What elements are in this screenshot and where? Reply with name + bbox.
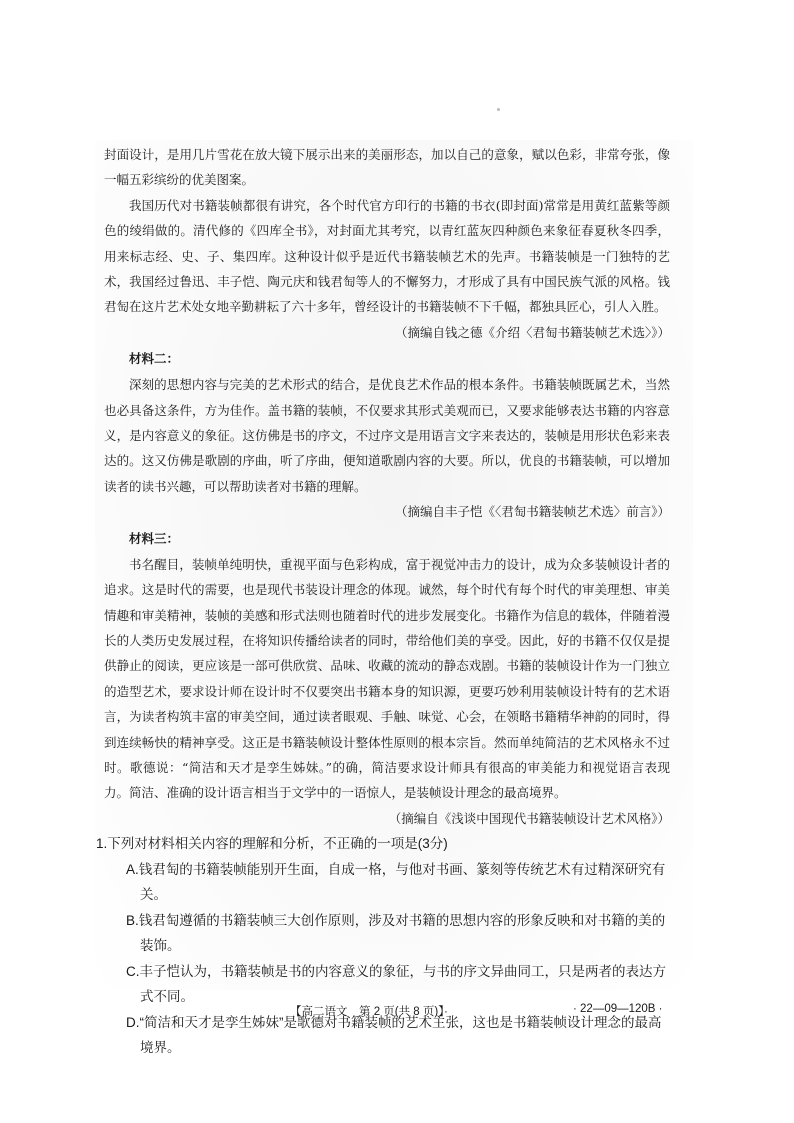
paragraph-history: 我国历代对书籍装帧都很有讲究，各个时代官方印行的书籍的书衣(即封面)常常是用黄红蓝紫等颜色的绫绢做的。清代修的《四库全书》，对封面尤其考究，以青红蓝灰四种颜色来象征春夏秋冬四季，用来标志经、史、子、集四库。这种设计似乎是近代书籍装帧艺术的先声。书籍装帧是一门独特的艺术，我国经过鲁迅、丰子恺、陶元庆和钱君匋等人的不懈努力，才形成了具有中国民族气派的风格。钱君匋在这片艺术处女地辛勤耕耘了六十多年，曾经设计的书籍装帧不下千幅，都独具匠心，引人入胜。 <box>104 197 670 315</box>
option-b[interactable]: B.钱君匋遵循的书籍装帧三大创作原则，涉及对书籍的思想内容的形象反映和对书籍的美的装饰。 <box>126 912 666 954</box>
option-d[interactable]: D.“简洁和天才是孪生姊妹”是歌德对书籍装帧的艺术主张，这也是书籍装帧设计理念的最高境界。 <box>126 1014 662 1056</box>
paragraph-material-2: 深刻的思想内容与完美的艺术形式的结合，是优良艺术作品的根本条件。书籍装帧既属艺术，当然也必具备这条件，方为佳作。盖书籍的装帧，不仅要求其形式美观而已，又要求能够表达书籍的内容意义，是内容意义的象征。这仿佛是书的序文，不过序文是用语言文字来表达的，装帧是用形状色彩来表达的。这又仿佛是歌剧的序曲，听了序曲，便知道歌剧内容的大要。所以，优良的书籍装帧，可以增加读者的读书兴趣，可以帮助读者对书籍的理解。 <box>104 377 670 494</box>
source-material-1: （摘编自钱之德《介绍〈君匋书籍装帧艺术选〉》） <box>394 324 670 340</box>
source-material-2: （摘编自丰子恺《〈君匋书籍装帧艺术选〉前言》） <box>394 504 670 520</box>
option-a[interactable]: A.钱君匋的书籍装帧能别开生面，自成一格，与他对书画、篆刻等传统艺术有过精深研究有关。 <box>126 861 666 903</box>
paragraph-material-3: 书名醒目，装帧单纯明快，重视平面与色彩构成，富于视觉冲击力的设计，成为众多装帧设计者的追求。这是时代的需要，也是现代书装设计理念的体现。诚然，每个时代有每个时代的审美理想、审美情趣和审美精神，装帧的美感和形式法则也随着时代的进步发展变化。书籍作为信息的载体，伴随着漫长的人类历史发展过程，在将知识传播给读者的同时，带给他们美的享受。因此，好的书籍不仅仅是提供静止的阅读，更应该是一部可供欣赏、品味、收藏的流动的静态戏剧。书籍的装帧设计作为一门独立的造型艺术，要求设计师在设计时不仅要突出书籍本身的知识源，更要巧妙利用装帧设计特有的艺术语言，为读者构筑丰富的审美空间，通过读者眼观、手触、味觉、心会，在领略书籍精华神韵的同时，得到连续畅快的精神享受。这正是书籍装帧设计整体性原则的根本宗旨。然而单纯简洁的艺术风格永不过时。歌德说：“简洁和天才是孪生姊妹。”的确，简洁要求设计师具有很高的审美能力和视觉语言表现力。简洁、准确的设计语言相当于文学中的一语惊人，是装帧设计理念的最高境界。 <box>104 556 670 801</box>
page-number-label: 【高二语文 第 2 页(共 8 页)】· <box>290 1006 448 1018</box>
paragraph-continuation: 封面设计，是用几片雪花在放大镜下展示出来的美丽形态，加以自己的意象，赋以色彩，非常夸张，像一幅五彩缤纷的优美图案。 <box>104 147 670 188</box>
question-stem: 1.下列对材料相关内容的理解和分析，不正确的一项是(3分) <box>96 836 448 852</box>
reading-passage <box>96 142 670 1061</box>
exam-code: · 22—09—120B · <box>573 1003 663 1015</box>
option-c[interactable]: C.丰子恺认为，书籍装帧是书的内容意义的象征，与书的序文异曲同工，只是两者的表达方式不同。 <box>126 963 666 1005</box>
scan-speck <box>497 108 500 111</box>
source-material-3: （摘编自《浅谈中国现代书籍装帧设计艺术风格》） <box>388 810 670 826</box>
heading-material-2: 材料二： <box>129 351 180 367</box>
heading-material-3: 材料三： <box>129 530 180 546</box>
